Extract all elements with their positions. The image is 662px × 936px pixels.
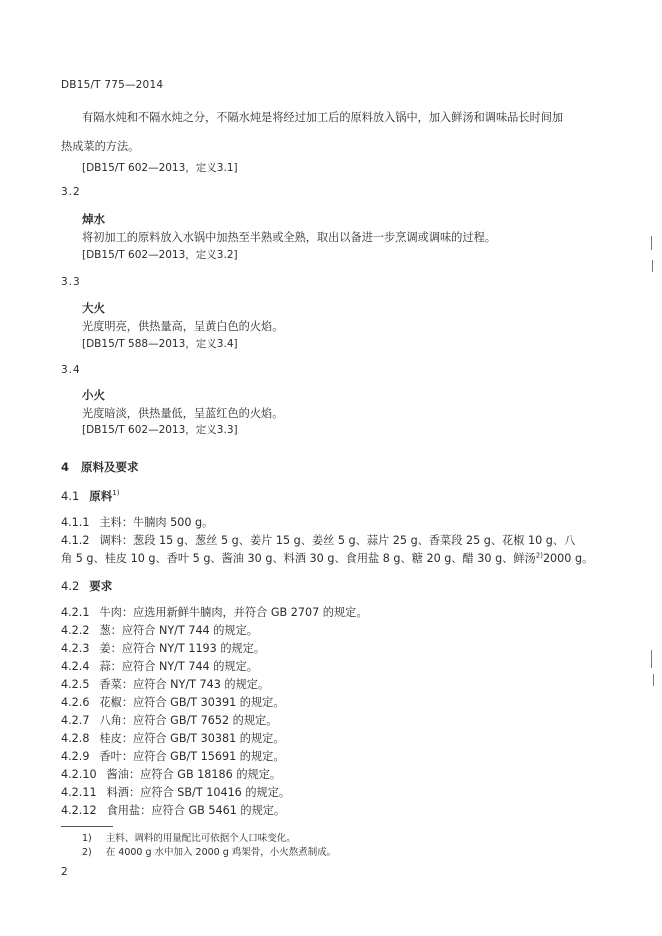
footnote-text: 主料、调料的用量配比可依据个人口味变化。 bbox=[105, 833, 296, 844]
item-text: 料酒：应符合 SB/T 10416 的规定。 bbox=[106, 786, 291, 799]
item-text: 香叶：应符合 GB/T 15691 的规定。 bbox=[99, 750, 285, 763]
item-number: 4.2.9 bbox=[61, 750, 90, 763]
requirement-item bbox=[61, 604, 368, 620]
item-text: 2000 g。 bbox=[542, 552, 594, 565]
requirement-item bbox=[61, 748, 285, 764]
item-number: 4.2.7 bbox=[61, 714, 90, 727]
requirement-item bbox=[61, 766, 281, 782]
item-text: 主料：牛腩肉 500 g。 bbox=[99, 516, 214, 529]
item-number: 4.2.5 bbox=[61, 678, 90, 691]
term-definition: 光度暗淡，供热量低，呈蓝红色的火焰。 bbox=[82, 407, 284, 420]
subsection-title: 要求 bbox=[89, 579, 113, 593]
page-number: 2 bbox=[61, 866, 68, 878]
item-4-1-1 bbox=[61, 514, 213, 530]
item-4-1-2 bbox=[61, 532, 575, 548]
item-text: 香菜：应符合 NY/T 743 的规定。 bbox=[99, 678, 270, 691]
scan-mark bbox=[653, 674, 654, 686]
footnote-separator bbox=[61, 826, 113, 827]
term-number: 3.4 bbox=[61, 364, 81, 376]
section-heading bbox=[61, 459, 139, 475]
item-number: 4.2.6 bbox=[61, 696, 90, 709]
item-text: 调料：葱段 15 g、葱丝 5 g、姜片 15 g、姜丝 5 g、蒜片 25 g、香菜段 25 g、花椒 10 g、八 bbox=[99, 534, 576, 547]
item-number: 4.2.1 bbox=[61, 606, 90, 619]
requirement-item bbox=[61, 802, 285, 818]
intro-line-2: 热成菜的方法。 bbox=[61, 140, 140, 153]
subsection-number: 4.2 bbox=[61, 579, 80, 593]
item-number: 4.2.8 bbox=[61, 732, 90, 745]
item-text: 花椒：应符合 GB/T 30391 的规定。 bbox=[99, 696, 285, 709]
subsection-heading bbox=[61, 488, 119, 504]
item-number: 4.2.11 bbox=[61, 786, 97, 799]
requirement-item bbox=[61, 694, 285, 710]
footnote bbox=[82, 844, 336, 858]
term-reference: [DB15/T 588—2013，定义3.4] bbox=[82, 338, 238, 350]
item-text: 姜：应符合 NY/T 1193 的规定。 bbox=[99, 642, 266, 655]
item-4-1-2-continued bbox=[61, 550, 593, 566]
item-text: 蒜：应符合 NY/T 744 的规定。 bbox=[99, 660, 258, 673]
item-text: 葱：应符合 NY/T 744 的规定。 bbox=[99, 624, 258, 637]
term-number: 3.3 bbox=[61, 276, 81, 288]
term-definition: 光度明亮，供热量高，呈黄白色的火焰。 bbox=[82, 320, 284, 333]
item-number: 4.2.2 bbox=[61, 624, 90, 637]
item-number: 4.1.2 bbox=[61, 534, 90, 547]
term-reference: [DB15/T 602—2013，定义3.2] bbox=[82, 249, 238, 261]
requirement-item bbox=[61, 730, 285, 746]
scan-mark bbox=[652, 260, 653, 272]
requirement-item bbox=[61, 640, 265, 656]
item-number: 4.2.4 bbox=[61, 660, 90, 673]
intro-reference: [DB15/T 602—2013，定义3.1] bbox=[82, 162, 238, 174]
footnote bbox=[82, 830, 296, 844]
footnote-text: 在 4000 g 水中加入 2000 g 鸡架骨，小火熬煮制成。 bbox=[105, 847, 337, 858]
term-title: 焯水 bbox=[82, 212, 105, 226]
term-title: 小火 bbox=[82, 388, 105, 402]
subsection-number: 4.1 bbox=[61, 489, 80, 503]
item-text: 桂皮：应符合 GB/T 30381 的规定。 bbox=[99, 732, 285, 745]
requirement-item bbox=[61, 676, 269, 692]
term-definition: 将初加工的原料放入水锅中加热至半熟或全熟，取出以备进一步烹调或调味的过程。 bbox=[82, 231, 496, 244]
requirement-item bbox=[61, 712, 277, 728]
item-number: 4.1.1 bbox=[61, 516, 90, 529]
section-title: 原料及要求 bbox=[81, 460, 139, 474]
requirement-item bbox=[61, 784, 290, 800]
subsection-title: 原料 bbox=[89, 489, 113, 503]
subsection-heading bbox=[61, 578, 112, 594]
item-text: 食用盐：应符合 GB 5461 的规定。 bbox=[106, 804, 286, 817]
footnote-number: 1) bbox=[82, 833, 92, 844]
document-code: DB15/T 775—2014 bbox=[61, 79, 164, 91]
term-number: 3.2 bbox=[61, 186, 81, 198]
item-text: 牛肉：应选用新鲜牛腩肉，并符合 GB 2707 的规定。 bbox=[99, 606, 368, 619]
scan-mark bbox=[651, 650, 652, 668]
item-text: 酱油：应符合 GB 18186 的规定。 bbox=[106, 768, 282, 781]
item-text: 角 5 g、桂皮 10 g、香叶 5 g、酱油 30 g、料酒 30 g、食用盐 8 g、糖 20 g、醋 30 g、鲜汤 bbox=[61, 552, 536, 565]
intro-line-1: 有隔水炖和不隔水炖之分，不隔水炖是将经过加工后的原料放入锅中，加入鲜汤和调味品长时间加 bbox=[82, 111, 564, 124]
footnote-ref: 1) bbox=[112, 489, 120, 498]
term-title: 大火 bbox=[82, 301, 105, 315]
footnote-ref: 2) bbox=[535, 551, 543, 560]
term-reference: [DB15/T 602—2013，定义3.3] bbox=[82, 424, 238, 436]
footnote-number: 2) bbox=[82, 847, 92, 858]
requirement-item bbox=[61, 622, 258, 638]
scan-mark bbox=[651, 236, 652, 250]
item-number: 4.2.10 bbox=[61, 768, 97, 781]
requirement-item bbox=[61, 658, 258, 674]
item-number: 4.2.12 bbox=[61, 804, 97, 817]
section-number: 4 bbox=[61, 460, 70, 474]
item-text: 八角：应符合 GB/T 7652 的规定。 bbox=[99, 714, 278, 727]
item-number: 4.2.3 bbox=[61, 642, 90, 655]
